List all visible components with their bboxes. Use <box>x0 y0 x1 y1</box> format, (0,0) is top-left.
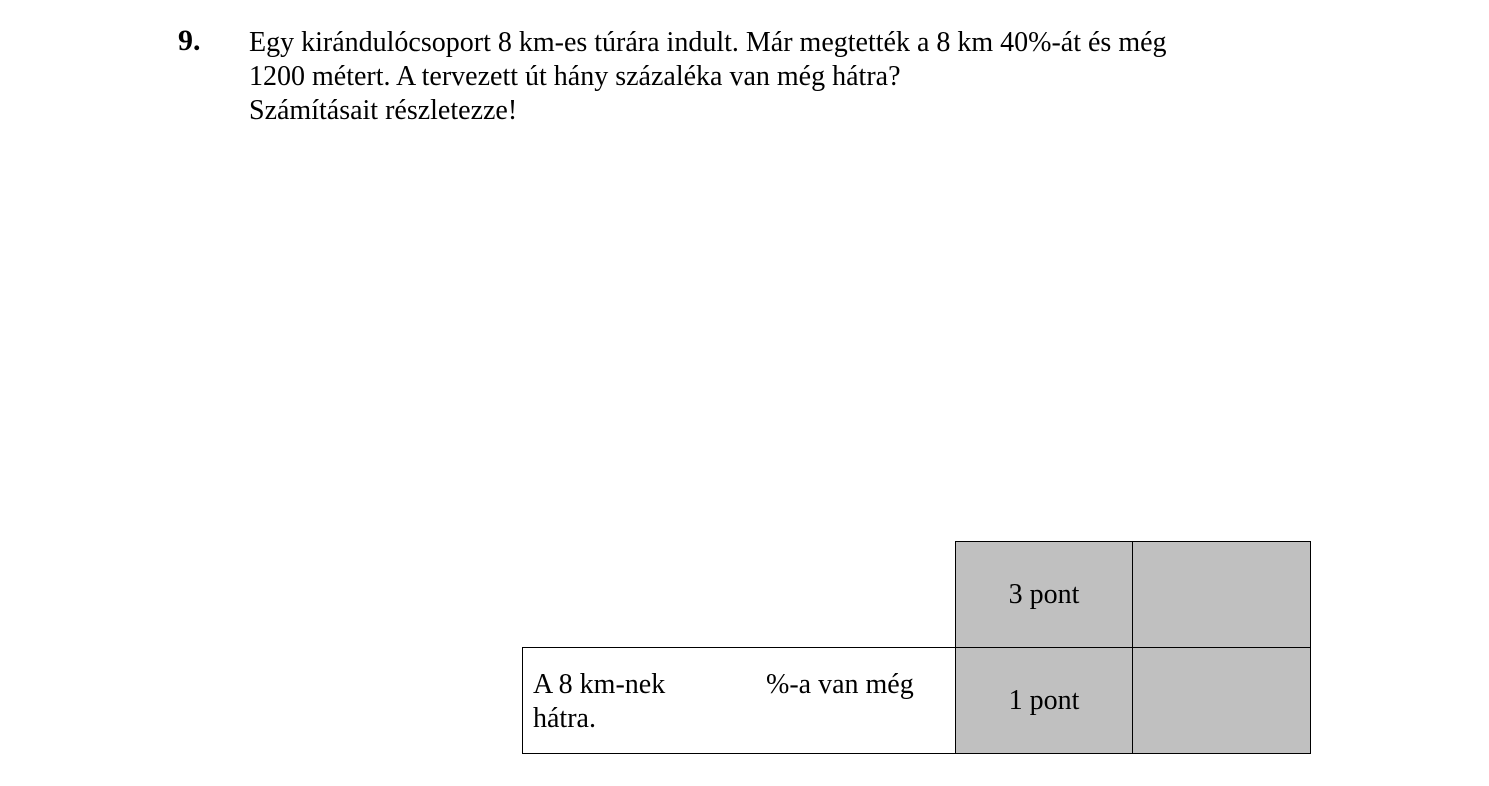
score-table <box>522 541 1311 754</box>
problem-number: 9. <box>178 24 201 57</box>
problem-line-1: Egy kirándulócsoport 8 km-es túrára indult. Már megtették a 8 km 40%-át és még <box>249 27 1167 58</box>
problem-line-2: 1200 métert. A tervezett út hány százaléka van még hátra? <box>249 61 901 92</box>
answer-end: hátra. <box>533 703 596 734</box>
points-cell-row-2 <box>955 647 1133 754</box>
points-label-row-2: 1 pont <box>1008 684 1080 716</box>
problem-statement <box>249 26 1167 128</box>
points-label-row-1: 3 pont <box>1008 578 1080 610</box>
problem-line-3: Számításait részletezze! <box>249 95 518 126</box>
answer-prefix: A 8 km-nek <box>533 669 666 700</box>
earned-points-cell-row-1[interactable] <box>1132 541 1311 648</box>
earned-points-cell-row-2[interactable] <box>1132 647 1311 754</box>
answer-cell[interactable] <box>522 647 956 754</box>
answer-suffix: %-a van még <box>766 669 914 700</box>
points-cell-row-1 <box>955 541 1133 648</box>
